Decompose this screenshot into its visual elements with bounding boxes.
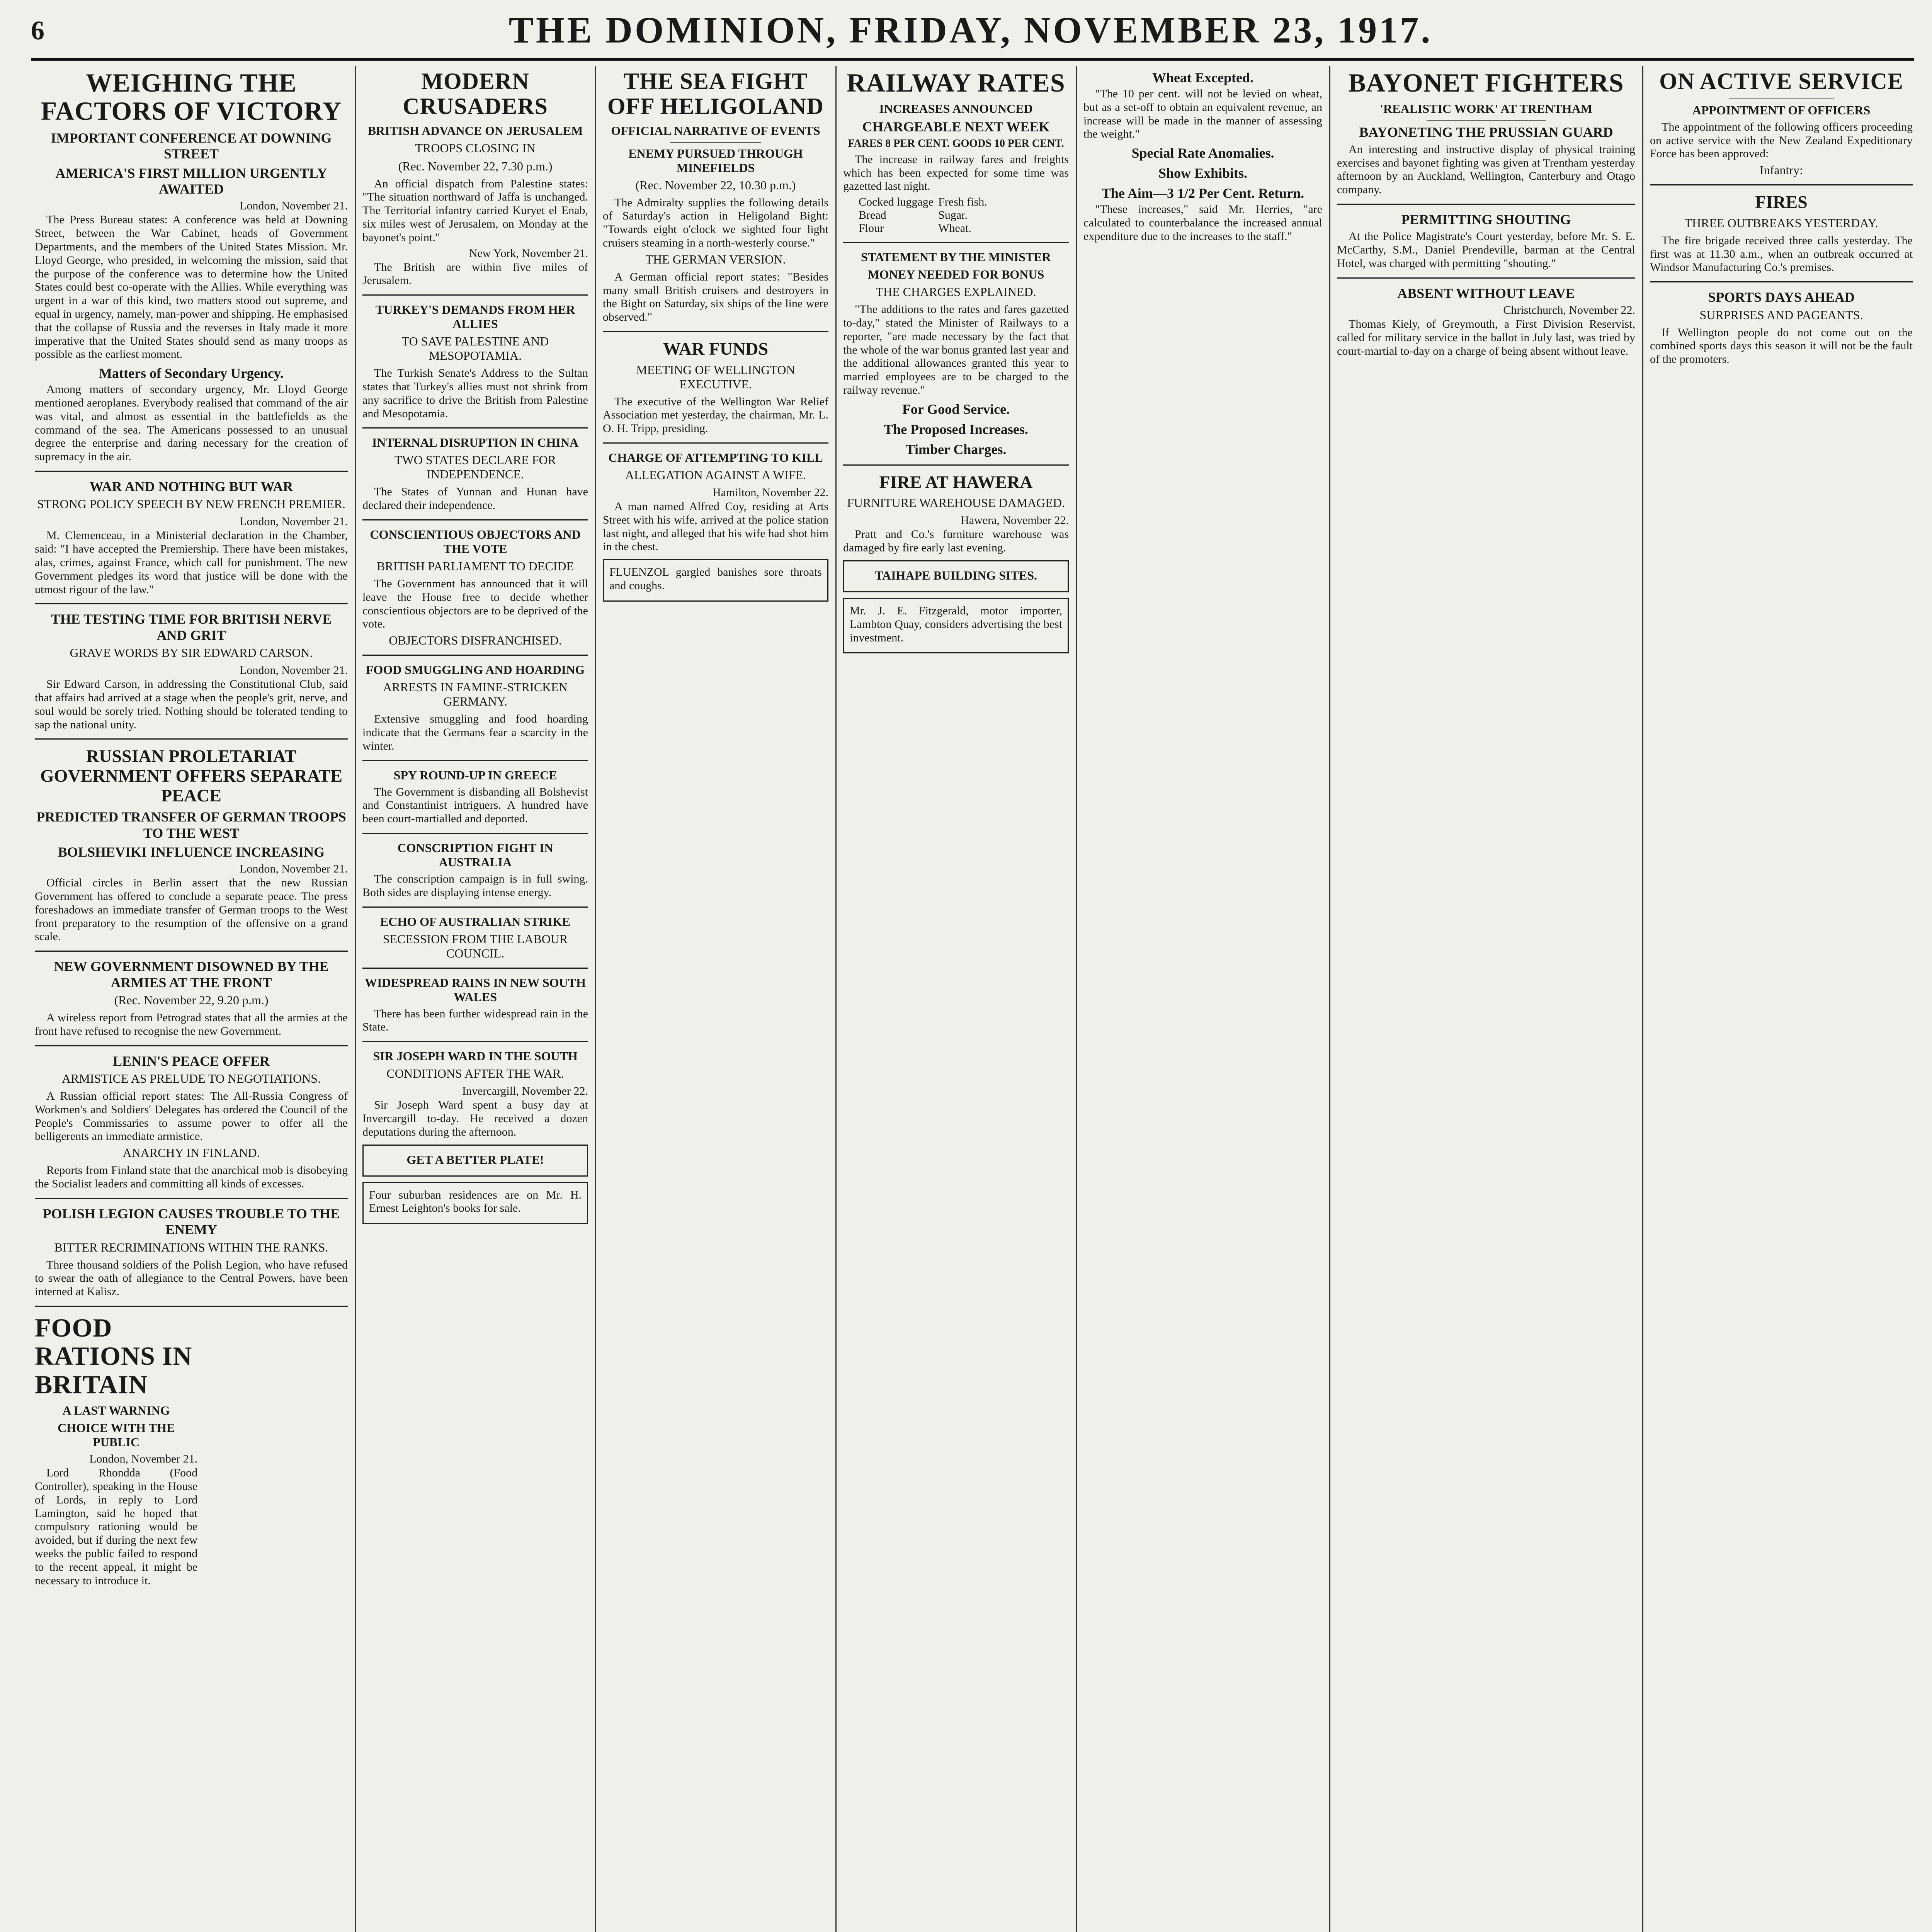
subhead: SURPRISES AND PAGEANTS. <box>1699 308 1863 322</box>
dateline: Invercargill, November 22. <box>462 1085 588 1098</box>
rule <box>362 1041 588 1042</box>
rule <box>362 427 588 429</box>
subhead: OFFICIAL NARRATIVE OF EVENTS <box>611 123 820 138</box>
article-text: A wireless report from Petrograd states that all the armies at the front have refused to recognise the new Government. <box>35 1011 348 1037</box>
masthead-rule <box>31 58 1914 61</box>
article-text: M. Clemenceau, in a Ministerial declaration in the Chamber, said: "I have accepted the Premiership. There have been mistakes, alas, crimes, against France, which call for punishment. The new Government pledges its word that justice will be done with the utmost rigour of the law." <box>35 529 348 596</box>
article-text: Sir Joseph Ward spent a busy day at Invercargill to-day. He received a dozen deputations during the afternoon. <box>362 1099 588 1138</box>
headline: POLISH LEGION CAUSES TROUBLE TO THE ENEMY <box>43 1206 340 1238</box>
subhead: BRITISH ADVANCE ON JERUSALEM <box>367 123 583 138</box>
headline: WAR AND NOTHING BUT WAR <box>89 478 293 494</box>
article-text: The Government has announced that it will leave the House free to decide whether conscientious objectors are to be deprived of the vote. <box>362 577 588 631</box>
subhead: TWO STATES DECLARE FOR INDEPENDENCE. <box>395 453 556 481</box>
column-4 <box>839 66 1073 1932</box>
subhead: CONDITIONS AFTER THE WAR. <box>386 1066 564 1081</box>
headline: CONSCIENTIOUS OBJECTORS AND THE VOTE <box>370 527 581 556</box>
table-row <box>859 209 992 222</box>
headline: THE SEA FIGHT OFF HELIGOLAND <box>607 68 824 119</box>
column-rule <box>835 66 837 1932</box>
subhead: ALLEGATION AGAINST A WIFE. <box>625 468 806 482</box>
subhead: FARES 8 PER CENT. GOODS 10 PER CENT. <box>848 137 1064 150</box>
crosshead: Wheat Excepted. <box>1152 70 1253 85</box>
rule <box>362 833 588 834</box>
column-rule <box>1329 66 1330 1932</box>
masthead <box>0 0 1932 58</box>
crosshead: The Aim—3 1/2 Per Cent. Return. <box>1101 185 1304 201</box>
rule <box>35 603 348 604</box>
article-text: "These increases," said Mr. Herries, "are calculated to counterbalance the increased annual expenditure due to the increases to the staff." <box>1083 203 1322 243</box>
rule <box>1650 184 1913 185</box>
rule <box>35 1306 348 1307</box>
crosshead: For Good Service. <box>902 401 1010 417</box>
table-cell: Sugar. <box>938 209 968 222</box>
crosshead: The Proposed Increases. <box>884 421 1028 437</box>
rule <box>35 471 348 472</box>
headline: STATEMENT BY THE MINISTER <box>861 250 1051 264</box>
advertisement <box>362 1145 588 1177</box>
subhead: ANARCHY IN FINLAND. <box>122 1146 260 1160</box>
article-text: A German official report states: "Besides many small British cruisers and destroyers in the Bight on Saturday, six ships of the line were observed." <box>603 270 828 324</box>
column-rule <box>595 66 596 1932</box>
dateline: London, November 21. <box>240 199 348 213</box>
headline: RAILWAY RATES <box>847 68 1065 97</box>
dateline: New York, November 21. <box>469 247 588 260</box>
rule <box>1427 120 1546 121</box>
article-text: The Admiralty supplies the following details of Saturday's action in Heligoland Bight: "Towards eight o'clock we sighted four light cruisers steaming in a north-westerly course." <box>603 196 828 249</box>
subhead: BAYONETING THE PRUSSIAN GUARD <box>1359 124 1613 140</box>
rule <box>843 464 1069 466</box>
rule <box>362 519 588 520</box>
rule <box>362 906 588 908</box>
table-row <box>859 196 992 209</box>
article-text: Reports from Finland state that the anarchical mob is disobeying the Socialist leaders and committing all kinds of excesses. <box>35 1164 348 1190</box>
advertisement <box>843 560 1069 592</box>
page-number: 6 <box>31 16 44 46</box>
subhead: ARRESTS IN FAMINE-STRICKEN GERMANY. <box>383 680 568 709</box>
headline: WEIGHING THE FACTORS OF VICTORY <box>41 68 342 126</box>
article-text: "The 10 per cent. will not be levied on wheat, but as a set-off to obtain an equivalent revenue, an increase will be made in the manner of assessing the weight." <box>1083 87 1322 141</box>
table-cell: Bread <box>859 209 886 222</box>
article-text: The executive of the Wellington War Relief Association met yesterday, the chairman, Mr. L. O. H. Tripp, presiding. <box>603 395 828 435</box>
headline: MODERN CRUSADERS <box>403 68 548 119</box>
ad-text: Mr. J. E. Fitzgerald, motor importer, Lambton Quay, considers advertising the best investment. <box>850 604 1062 644</box>
headline: SPY ROUND-UP IN GREECE <box>393 768 557 782</box>
column-1 <box>31 66 352 1932</box>
rule <box>1650 281 1913 282</box>
ad-title: TAIHAPE BUILDING SITES. <box>875 568 1037 582</box>
column-rule <box>1076 66 1077 1932</box>
advertisement <box>362 1182 588 1225</box>
subhead: BITTER RECRIMINATIONS WITHIN THE RANKS. <box>54 1240 328 1254</box>
dateline: London, November 21. <box>240 664 348 677</box>
article-text: Lord Rhondda (Food Controller), speaking in the House of Lords, in reply to Lord Lamington, said he hoped that compulsory rationing would be avoided, but if during the next few weeks the public failed to respond to the recent appeal, it might be necessary to introduce it. <box>35 1466 198 1587</box>
article-text: The Government is disbanding all Bolshevist and Constantinist intriguers. A hundred have been court-martialled and deported. <box>362 785 588 825</box>
dateline: London, November 21. <box>240 862 348 876</box>
article-text: Thomas Kiely, of Greymouth, a First Division Reservist, called for military service in the ballot in July last, was tried by court-martial to-day on a charge of being absent without leave. <box>1337 318 1635 357</box>
table-row <box>859 222 992 235</box>
dateline: (Rec. November 22, 10.30 p.m.) <box>635 178 796 192</box>
goods-table <box>859 196 992 235</box>
advertisement <box>843 598 1069 653</box>
rule <box>362 655 588 656</box>
article-text: An interesting and instructive display of physical training exercises and bayonet fighting was given at Trentham yesterday afternoon by an Auckland, Wellington, Canterbury and Otago company. <box>1337 143 1635 196</box>
rule <box>603 442 828 444</box>
subhead: MEETING OF WELLINGTON EXECUTIVE. <box>636 362 795 391</box>
article-text: The British are within five miles of Jerusalem. <box>362 260 588 287</box>
column-3 <box>599 66 832 1932</box>
subhead: FURNITURE WAREHOUSE DAMAGED. <box>847 496 1065 510</box>
subhead: GRAVE WORDS BY SIR EDWARD CARSON. <box>70 646 313 660</box>
headline: ABSENT WITHOUT LEAVE <box>1397 285 1575 301</box>
subhead: ARMISTICE AS PRELUDE TO NEGOTIATIONS. <box>62 1071 321 1086</box>
article-text: The Press Bureau states: A conference was held at Downing Street, between the War Cabinet, heads of Government Departments, and the members of the United States Mission. Mr. Lloyd George, who presided, in welcoming the mission, said that the purpose of the conference was to determine how the United States could best co-operate with the Allies. While everything was urgent in a war of this kind, two matters stood out supreme, and equal in urgency, namely, man-power and shipping. He emphasised that the collapse of Russia and the reverses in Italy made it more imperative that the United States should send as many troops as possible as the earliest moment. <box>35 213 348 361</box>
dateline: London, November 21. <box>89 1452 198 1466</box>
article-text: The States of Yunnan and Hunan have declared their independence. <box>362 485 588 512</box>
subhead: A LAST WARNING <box>62 1403 170 1418</box>
article-text: An official dispatch from Palestine states: "The situation northward of Jaffa is unchanged. The Territorial infantry carried Kuryet el Enab, six miles west of Jerusalem, on Monday at the bayonet's point." <box>362 177 588 244</box>
subhead: THREE OUTBREAKS YESTERDAY. <box>1684 216 1878 230</box>
subhead: TROOPS CLOSING IN <box>415 141 536 155</box>
subhead: CHOICE WITH THE PUBLIC <box>58 1421 175 1449</box>
article-text: Official circles in Berlin assert that the new Russian Government has offered to conclude a separate peace. The press foreshadows an immediate transfer of German troops to the West front preparatory to the resumption of the offensive on a grand scale. <box>35 876 348 943</box>
ad-text: FLUENZOL gargled banishes sore throats and coughs. <box>609 566 822 592</box>
headline: CHARGE OF ATTEMPTING TO KILL <box>608 450 823 464</box>
subhead: ENEMY PURSUED THROUGH MINEFIELDS <box>628 146 803 175</box>
article-text: Among matters of secondary urgency, Mr. Lloyd George mentioned aeroplanes. Everybody realised that command of the air was vital, and almost as essential in the battlefields as the command of the sea. The Americans possessed to an unusual degree the enterprise and daring necessary for the creation of supremacy in the air. <box>35 383 348 463</box>
column-5 <box>1080 66 1326 1932</box>
headline: WAR FUNDS <box>663 338 769 359</box>
table-cell: Cocked luggage <box>859 196 934 209</box>
subhead: BRITISH PARLIAMENT TO DECIDE <box>377 559 574 573</box>
rule <box>603 331 828 332</box>
subhead: THE GERMAN VERSION. <box>645 252 786 266</box>
advertisement <box>603 559 828 602</box>
rule <box>1337 204 1635 205</box>
rule <box>35 738 348 740</box>
headline: ON ACTIVE SERVICE <box>1659 68 1903 94</box>
headline: BAYONET FIGHTERS <box>1348 68 1624 97</box>
article-text: At the Police Magistrate's Court yesterday, before Mr. S. E. McCarthy, S.M., Daniel Prendeville, barman at the Central Hotel, was charged with permitting "shouting." <box>1337 230 1635 270</box>
subhead: TO SAVE PALESTINE AND MESOPOTAMIA. <box>401 334 549 363</box>
rule <box>362 294 588 296</box>
article-text: A Russian official report states: The All-Russia Congress of Workmen's and Soldiers' Delegates has ordered the Council of the People's Commissaries to assume power to offer all the belligerents an immediate armistice. <box>35 1090 348 1143</box>
headline: ECHO OF AUSTRALIAN STRIKE <box>380 914 571 929</box>
column-2 <box>359 66 592 1932</box>
rule <box>362 968 588 969</box>
headline: THE TESTING TIME FOR BRITISH NERVE AND GRIT <box>51 611 332 643</box>
subhead: INCREASES ANNOUNCED <box>879 102 1033 116</box>
article-text: Extensive smuggling and food hoarding indicate that the Germans fear a scarcity in the winter. <box>362 713 588 752</box>
subhead: THE CHARGES EXPLAINED. <box>876 285 1036 299</box>
headline: FIRE AT HAWERA <box>879 472 1033 492</box>
table-cell: Fresh fish. <box>938 196 987 209</box>
article-text: The Turkish Senate's Address to the Sultan states that Turkey's allies must not shrink from any sacrifice to drive the British from Palestine and Mesopotamia. <box>362 367 588 420</box>
article-text: There has been further widespread rain in the State. <box>362 1007 588 1034</box>
dateline: Christchurch, November 22. <box>1503 304 1635 317</box>
dateline: Hawera, November 22. <box>961 514 1069 527</box>
column-rule <box>355 66 356 1932</box>
article-text: The increase in railway fares and freights which has been expected for some time was gazetted last night. <box>843 153 1069 193</box>
column-6 <box>1333 66 1639 1932</box>
dateline: Hamilton, November 22. <box>713 486 828 499</box>
headline: WIDESPREAD RAINS IN NEW SOUTH WALES <box>365 975 586 1004</box>
headline: FOOD SMUGGLING AND HOARDING <box>366 663 585 677</box>
subhead: PREDICTED TRANSFER OF GERMAN TROOPS TO THE WEST <box>36 809 346 841</box>
rule <box>843 242 1069 243</box>
headline: NEW GOVERNMENT DISOWNED BY THE ARMIES AT THE FRONT <box>54 959 329 990</box>
headline: LENIN'S PEACE OFFER <box>112 1053 270 1069</box>
article-text: The appointment of the following officers proceeding on active service with the New Zealand Expeditionary Force has been approved: <box>1650 120 1913 160</box>
rule <box>670 142 761 143</box>
subhead: BOLSHEVIKI INFLUENCE INCREASING <box>58 844 325 860</box>
crosshead: Matters of Secondary Urgency. <box>99 366 284 381</box>
article-text: If Wellington people do not come out on the combined sports days this season it will not be the fault of the promoters. <box>1650 326 1913 366</box>
dateline: London, November 21. <box>240 515 348 528</box>
newspaper-title: THE DOMINION, FRIDAY, NOVEMBER 23, 1917. <box>509 9 1433 51</box>
rule <box>35 1045 348 1046</box>
article-text: Pratt and Co.'s furniture warehouse was damaged by fire early last evening. <box>843 528 1069 554</box>
subhead: STRONG POLICY SPEECH BY NEW FRENCH PREMIER. <box>37 497 345 511</box>
article-text: Sir Edward Carson, in addressing the Constitutional Club, said that affairs had arrived at a stage when the people's grit, nerve, and soul would be sorely tried. Nothing should be tolerated tending to sap the national unity. <box>35 678 348 731</box>
headline: TURKEY'S DEMANDS FROM HER ALLIES <box>375 303 575 331</box>
crosshead: Special Rate Anomalies. <box>1131 145 1274 161</box>
subhead: MONEY NEEDED FOR BONUS <box>867 267 1044 282</box>
table-cell: Flour <box>859 222 884 235</box>
article-text: Three thousand soldiers of the Polish Legion, who have refused to swear the oath of allegiance to the Central Powers, have been interned at Kalisz. <box>35 1258 348 1298</box>
article-text: "The additions to the rates and fares gazetted to-day," stated the Minister of Railways to a reporter, "are made necessary by the fact that the whole of the war bonus granted last year and the additional allowances granted this year to married employees are to be charged to the railway revenue." <box>843 303 1069 396</box>
ad-text: Four suburban residences are on Mr. H. Ernest Leighton's books for sale. <box>369 1188 582 1215</box>
crosshead: Timber Charges. <box>905 441 1007 457</box>
subhead: OBJECTORS DISFRANCHISED. <box>389 633 562 648</box>
article-text: The fire brigade received three calls yesterday. The first was at 11.30 a.m., when an outbreak occurred at Windsor Manufacturing Co.'s premises. <box>1650 234 1913 274</box>
subhead: 'REALISTIC WORK' AT TRENTHAM <box>1380 102 1592 116</box>
headline: FOOD RATIONS IN BRITAIN <box>35 1313 192 1399</box>
article-text: A man named Alfred Coy, residing at Arts Street with his wife, arrived at the police station last night, and alleged that his wife had shot him in the chest. <box>603 500 828 553</box>
subhead: AMERICA'S FIRST MILLION URGENTLY AWAITED <box>55 165 327 197</box>
column-rule <box>1642 66 1643 1932</box>
subhead: SECESSION FROM THE LABOUR COUNCIL. <box>383 932 568 960</box>
crosshead: Show Exhibits. <box>1158 165 1248 181</box>
column-7 <box>1646 66 1917 1932</box>
table-cell: Wheat. <box>938 222 971 235</box>
ad-title: GET A BETTER PLATE! <box>406 1152 544 1167</box>
crosshead: Infantry: <box>1760 163 1803 177</box>
rule <box>35 1198 348 1199</box>
subhead: CHARGEABLE NEXT WEEK <box>862 119 1050 135</box>
subhead: IMPORTANT CONFERENCE AT DOWNING STREET <box>51 130 332 162</box>
headline: PERMITTING SHOUTING <box>1401 212 1571 228</box>
subhead: APPOINTMENT OF OFFICERS <box>1692 103 1871 117</box>
article-text: The conscription campaign is in full swing. Both sides are displaying intense energy. <box>362 872 588 899</box>
headline: CONSCRIPTION FIGHT IN AUSTRALIA <box>397 840 553 869</box>
dateline: (Rec. November 22, 9.20 p.m.) <box>114 993 269 1007</box>
rule <box>362 760 588 761</box>
headline: INTERNAL DISRUPTION IN CHINA <box>372 435 579 450</box>
dateline: (Rec. November 22, 7.30 p.m.) <box>398 159 553 173</box>
headline: SIR JOSEPH WARD IN THE SOUTH <box>373 1049 578 1063</box>
rule <box>1337 277 1635 279</box>
headline: SPORTS DAYS AHEAD <box>1708 289 1855 305</box>
headline: RUSSIAN PROLETARIAT GOVERNMENT OFFERS SEPARATE PEACE <box>40 746 343 805</box>
headline: FIRES <box>1755 192 1808 212</box>
rule <box>35 951 348 952</box>
